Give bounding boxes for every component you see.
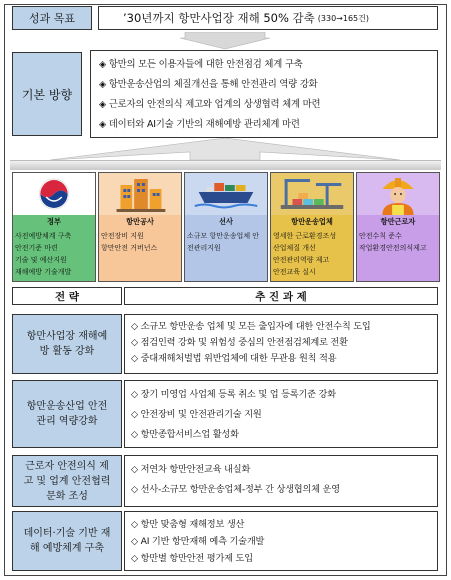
strategy-tasks — [124, 511, 438, 571]
task-item: ◇ 선사-소규모 항만운송업체-정부 간 상생협의체 운영 — [131, 484, 340, 495]
worker-icon — [357, 173, 439, 215]
goal-label: 성과 목표 — [12, 6, 92, 30]
port-cranes-icon — [271, 173, 353, 215]
cargo-ship-icon — [185, 173, 267, 215]
strategy-tasks — [124, 314, 438, 374]
goal-note: (330→165건) — [317, 13, 369, 23]
direction-box — [90, 50, 438, 138]
factory-icon — [99, 173, 181, 215]
actor-desc: 영세한 근로환경조성 산업체질 개선 안전관리역량 제고 안전교육 실시 — [273, 232, 337, 276]
direction-label: 기본 방향 — [12, 52, 82, 136]
task-item: ◇ 안전장비 및 안전관리기술 지원 — [131, 409, 262, 420]
actor-shipping-line — [184, 172, 268, 282]
up-flow-arrow — [10, 138, 441, 162]
task-item: ◇ AI 기반 항만재해 예측 기술개발 — [131, 536, 265, 547]
strategy-label: 데이터·기술 기반 재 해 예방체계 구축 — [12, 511, 122, 571]
actor-name: 항만근로자 — [380, 217, 416, 226]
task-item: ◇ 항만종합서비스업 활성화 — [131, 429, 239, 440]
actor-port-worker — [356, 172, 440, 282]
task-item: ◇ 중대재해처벌법 위반업체에 대한 무관용 원칙 적용 — [131, 353, 337, 364]
actor-name: 정부 — [47, 217, 61, 226]
direction-item: ◈ 근로자의 안전의식 제고와 업계의 상생협력 체계 마련 — [99, 99, 321, 110]
task-item: ◇ 장기 미영업 사업체 등록 취소 및 업 등록기준 강화 — [131, 389, 336, 400]
divider-bar — [10, 160, 441, 170]
strategy-tasks — [124, 455, 438, 507]
strategy-tasks — [124, 380, 438, 448]
task-item: ◇ 항만별 항만안전 평가제 도입 — [131, 553, 253, 564]
goal-text: ’30년까지 항만사업장 재해 50% 감축 — [123, 11, 315, 25]
actor-port-cargo-company — [270, 172, 354, 282]
actor-name: 항만공사 — [126, 217, 154, 226]
actor-desc: 안전장비 지원 항만안전 거버넌스 — [101, 232, 158, 252]
actor-government — [12, 172, 96, 282]
direction-item: ◈ 항만운송산업의 체질개선을 통해 안전관리 역량 강화 — [99, 79, 318, 90]
actor-desc: 안전수칙 준수 작업환경안전의식제고 — [359, 232, 427, 252]
actor-desc: 사전예방체계 구축 안전기준 마련 기술 및 예산지원 재해예방 기술개발 — [15, 232, 72, 276]
actor-name: 선사 — [219, 217, 233, 226]
strategy-header: 전 략 — [12, 287, 122, 305]
strategy-label: 항만운송산업 안전 관리 역량강화 — [12, 380, 122, 448]
actor-port-authority — [98, 172, 182, 282]
goal-box — [98, 6, 438, 30]
actor-desc: 소규모 항만운송업체 안 전관리지원 — [187, 232, 260, 252]
down-flow-arrow — [10, 32, 441, 50]
strategy-label: 항만사업장 재해예 방 활동 강화 — [12, 314, 122, 374]
tasks-header: 추 진 과 제 — [124, 287, 438, 305]
task-item: ◇ 소규모 항만운송 업체 및 모든 출입자에 대한 안전수칙 도입 — [131, 321, 371, 332]
strategy-label: 근로자 안전의식 제 고 및 업계 안전협력 문화 조성 — [12, 455, 122, 507]
task-item: ◇ 저연차 항만안전교육 내실화 — [131, 464, 251, 475]
task-item: ◇ 항만 맞춤형 재해정보 생산 — [131, 519, 245, 530]
actor-name: 항만운송업체 — [291, 217, 333, 226]
direction-item: ◈ 항만의 모든 이용자들에 대한 안전점검 체계 구축 — [99, 59, 303, 70]
direction-item: ◈ 데이터와 AI기술 기반의 재해예방 관리체계 마련 — [99, 119, 300, 130]
task-item: ◇ 점검인력 강화 및 위험성 중심의 안전점검체계로 전환 — [131, 337, 348, 348]
government-emblem-icon — [13, 173, 95, 215]
